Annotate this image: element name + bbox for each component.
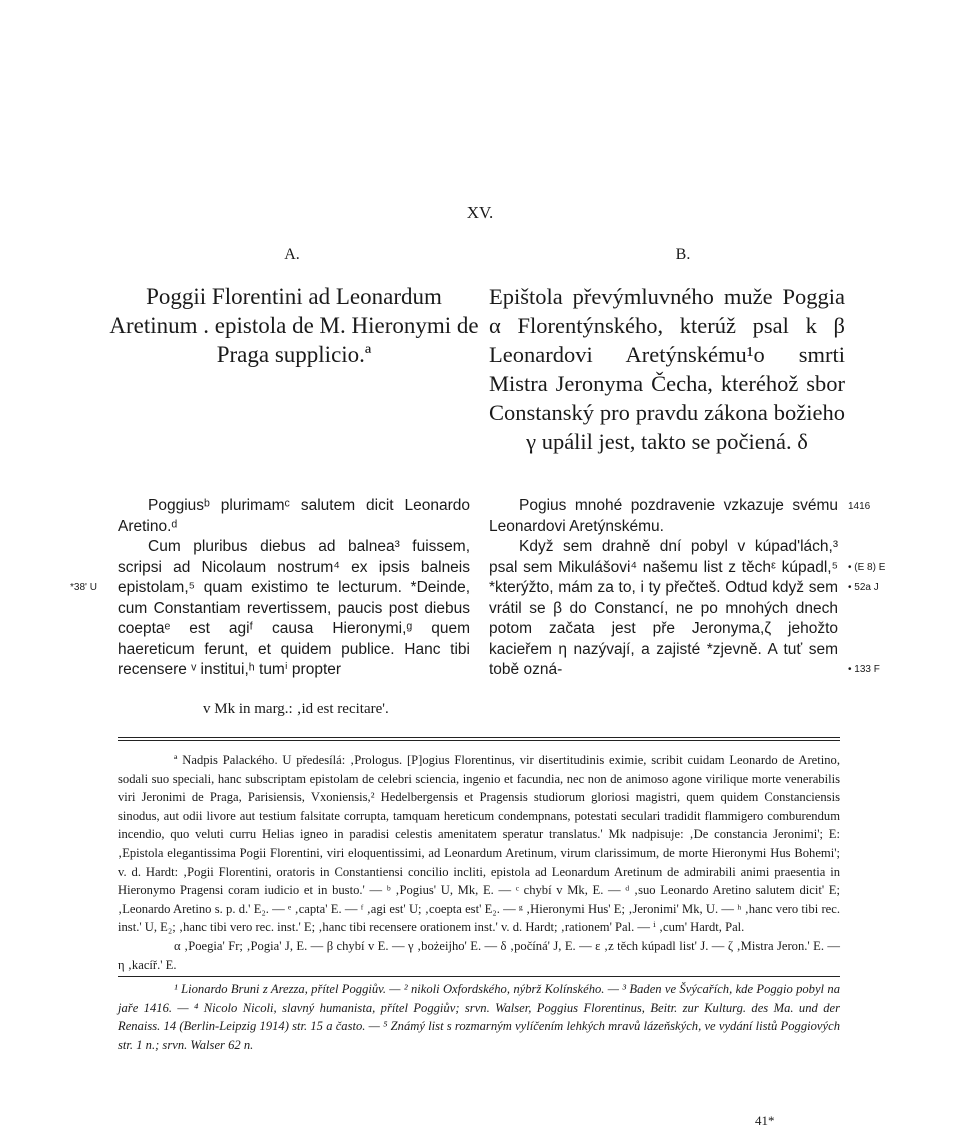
margin-year: 1416	[848, 501, 871, 512]
czech-title: Epištola převýmluvného muže Poggia α Florentýnského, kterúž psal k β Leonardovi Aretýnskému¹o smrti Mistra Jeronyma Čecha, kteréhož sbor Constanský pro pravdu zákona božieho γ upálil jest, takto se počiená. δ	[489, 284, 845, 454]
footnote-rule	[118, 740, 840, 741]
footnotes	[118, 751, 840, 1055]
margin-reference: • 52a J	[848, 582, 879, 593]
chapter-number: XV.	[466, 203, 494, 222]
czech-paragraph: Když sem drahně dní pobyl v kúpad'lách,³ psal sem Mikulášovi⁴ našemu list z těchᵋ kúpadl,⁵ *kterýžto, mám za to, i ty přečteš. Odtud když sem vrátil se β do Constancí, ne po mnohých dnech potom začata jest pře Jeronyma,ζ jehožto kacieřem η nazývají, a zajisté *zjevně. A tuť sem tobě ozná-	[489, 538, 838, 678]
column-label-b: B.	[675, 246, 691, 263]
column-label-a: A.	[284, 246, 300, 263]
footnote-divider	[118, 976, 840, 977]
variant-note: v Mk in marg.: ‚id est recitare'.	[203, 701, 389, 717]
latin-paragraph: Poggiusᵇ plurimamᶜ salutem dicit Leonardo Aretino.ᵈ	[118, 497, 470, 535]
latin-text	[118, 496, 470, 681]
footnote-latin-apparatus: ª Nadpis Palackého. U předesílá: ‚Prologus. [P]ogius Florentinus, vir disertitudinis eximie, scribit cuidam Leonardo de Aretino, sodali suo speciali, hanc subscriptam epistolam de celebri sciencia, ingenio et facundia, nec non de animoso agone virilique morte venerabilis viri Jeronimi de Praga, Parisiensis, Vxoniensis,² Hedelbergensis et Pragensis studiorum gloriosi magistri, quem quidem Constanciensis sinodus, aut odii livore aut testium falsitate corrupta, tamquam hereticum condempnans, potestati seculari tradidit flammigero comburendum incendio, quo veluti curru Helias igneo in paradisi celestis amenitatem speratur translatus.' Mk nadpisuje: ‚De constancia Jeronimi'; E: ‚Epistola elegantissima Pogii Florentini, viri eloquentissimi, ad Leonardum Aretinum, virum clarissimum, de morte Hieronymi Hus Bohemi'; v. d. Hardt: ‚Pogii Florentini, oratoris in Constantiensi concilio incliti, epistola ad Leonardum Aretinum de admirabili animi praesentia in Hieronymo Pragensi coram iudicio et in busto.' — ᵇ ‚Pogius' U, Mk, E. — ᶜ chybí v Mk, E. — ᵈ ‚suo Leonardo Aretino salutem dicit' E; ‚Leonardo Aretino s. p. d.' E₂. — ᵉ ‚capta' E. — ᶠ ‚agi est' U; ‚coepta est' E₂. — ᵍ ‚Hieronymi Hus' E; ‚Jeronimi' Mk, U. — ʰ ‚hanc vero tibi rec. inst.' U, E₂; ‚hanc tibi vero rec. inst.' E; ‚hanc tibi recensere orationem inst.' v. d. Hardt; ‚rationem' Pal. — ⁱ ‚cum' Hardt, Pal.	[118, 753, 840, 935]
footnote-commentary: ¹ Lionardo Bruni z Arezza, přítel Poggiův. — ² nikoli Oxfordského, nýbrž Kolínského. — ³ Baden ve Švýcařích, kde Poggio pobyl na jaře 1416. — ⁴ Nicolo Nicoli, slavný humanista, přítel Poggiův; srvn. Walser, Poggius Florentinus, Beitr. zur Kulturg. des Ma. und der Renaiss. 14 (Berlin-Leipzig 1914) str. 15 a často. — ⁵ Známý list s rozmarným vylíčením lehkých mravů lázeňských, ve vydání listů Poggiových str. 1 n.; srvn. Walser 62 n.	[118, 982, 840, 1052]
latin-title: Poggii Florentini ad Leonardum Aretinum . epistola de M. Hieronymi de Praga supplicio.ª	[109, 284, 479, 367]
czech-text	[489, 496, 838, 681]
page-number: 41*	[755, 1113, 775, 1128]
margin-reference: • (E 8) E	[848, 562, 886, 573]
footnote-rule	[118, 737, 840, 738]
margin-reference-left: *38' U	[70, 582, 97, 593]
footnote-czech-apparatus: α ‚Poegia' Fr; ‚Pogia' J, E. — β chybí v E. — γ ‚bożeijho' E. — δ ‚počíná' J, E. — ε ‚z těch kúpadl list' J. — ζ ‚Mistra Jeron.' E. — η ‚kacíř.' E.	[118, 938, 840, 972]
margin-reference: • 133 F	[848, 664, 880, 675]
czech-paragraph: Pogius mnohé pozdravenie vzkazuje svému Leonardovi Aretýnskému.	[489, 497, 838, 535]
latin-paragraph: Cum pluribus diebus ad balnea³ fuissem, scripsi ad Nicolaum nostrum⁴ ex ipsis balneis epistolam,⁵ quam existimo te lecturum. *Deinde, cum Constantiam revertissem, paucis post diebus coeptaᵉ est agiᶠ causa Hieronymi,ᵍ quem haereticum ferunt, et quidem publice. Hanc tibi recensere ᵛ institui,ʰ tumⁱ propter	[118, 538, 470, 678]
